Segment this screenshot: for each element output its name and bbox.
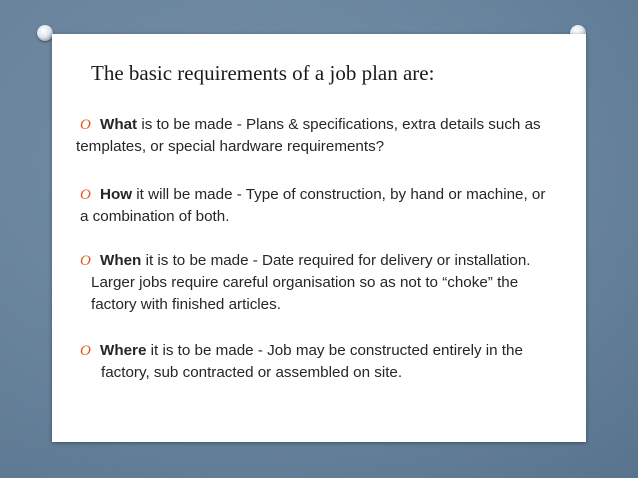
bullet-when-term: When	[100, 252, 142, 269]
bullet-what-line2: templates, or special hardware requirements?	[76, 138, 385, 155]
bullet-when	[82, 250, 582, 316]
bullet-marker-icon: O	[80, 117, 91, 133]
bullet-marker-icon: O	[80, 343, 91, 359]
bullet-how-term: How	[100, 186, 133, 203]
bullet-when-text: it is to be made - Date required for delivery or installation.	[141, 252, 531, 269]
bullet-when-line3: factory with finished articles.	[91, 296, 281, 313]
bullet-where-text: it is to be made - Job may be constructed entirely in the	[146, 342, 523, 359]
bullet-where	[82, 340, 582, 384]
bullet-how-text: it will be made - Type of construction, by hand or machine, or	[132, 186, 546, 203]
bullet-how	[82, 184, 582, 228]
bullet-how-line2: a combination of both.	[80, 208, 230, 225]
bullet-what-text: is to be made - Plans & specifications, extra details such as	[137, 116, 541, 133]
bullet-what-term: What	[100, 116, 138, 133]
bullet-what	[76, 114, 582, 158]
bullet-marker-icon: O	[80, 187, 91, 203]
pin-left-icon	[37, 25, 53, 41]
bullet-how-line1	[82, 184, 582, 206]
bullet-where-line2: factory, sub contracted or assembled on site.	[101, 364, 403, 381]
bullet-where-line1	[82, 340, 582, 362]
bullet-where-term: Where	[100, 342, 147, 359]
bullet-when-line2: Larger jobs require careful organisation so as not to “choke” the	[91, 274, 519, 291]
bullet-what-line1	[82, 114, 582, 136]
bullet-marker-icon: O	[80, 253, 91, 269]
bullet-when-line1	[82, 250, 582, 272]
slide-title: The basic requirements of a job plan are:	[91, 61, 435, 85]
